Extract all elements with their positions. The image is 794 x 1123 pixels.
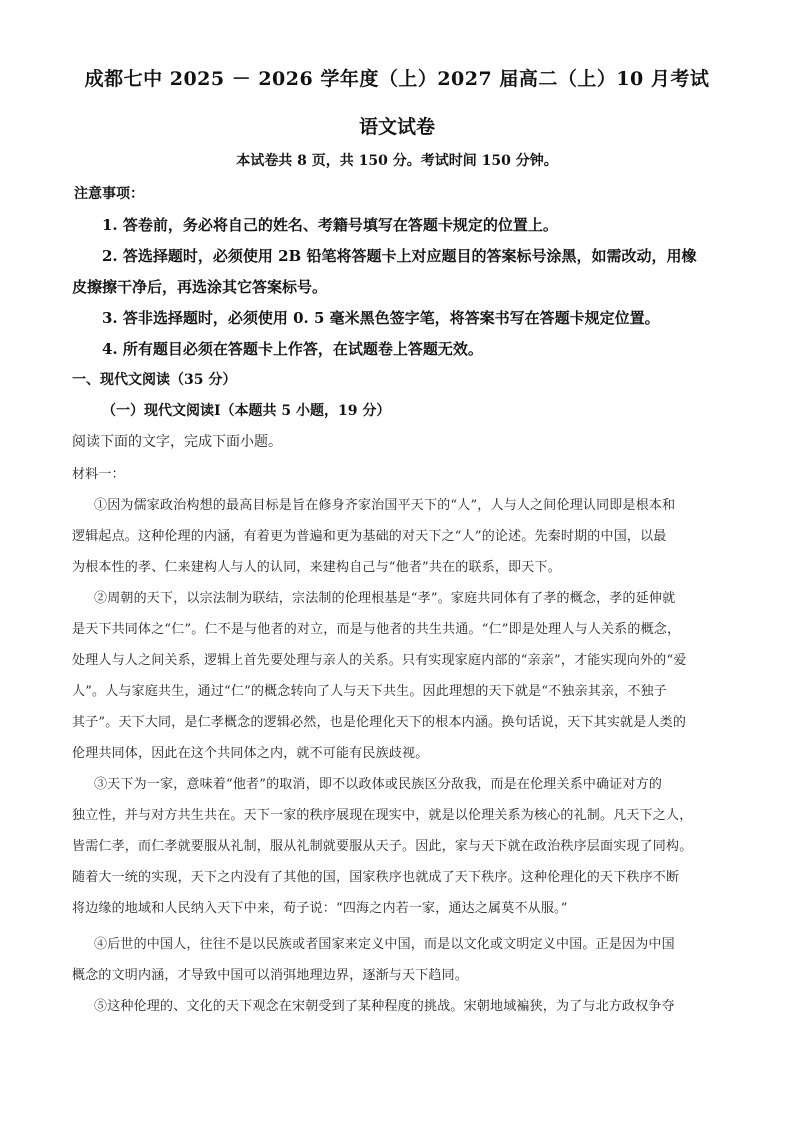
notes-item-3: 3. 答非选择题时，必须使用 0. 5 毫米黑色签字笔，将答案书写在答题卡规定位置。 [102, 309, 660, 327]
passage-line: 伦理共同体，因此在这个共同体之内，就不可能有民族歧视。 [72, 746, 429, 761]
passage-line: 将边缘的地域和人民纳入天下中来，荀子说：“四海之内若一家，通达之属莫不从服。” [72, 901, 568, 916]
notes-item-4: 4. 所有题目必须在答题卡上作答，在试题卷上答题无效。 [102, 340, 483, 358]
exam-info: 本试卷共 8 页，共 150 分。考试时间 150 分钟。 [236, 153, 558, 169]
notes-item-2-line-1: 2. 答选择题时，必须使用 2B 铅笔将答题卡上对应题目的答案标号涂黑，如需改动，用橡 [102, 247, 697, 265]
passage-line: 概念的文明内涵，才导致中国可以消弭地理边界，逐渐与天下趋同。 [72, 968, 469, 983]
passage-line: 为根本性的孝、仁来建构人与人的认同，来建构自己与“他者”共在的联系，即天下。 [72, 560, 561, 575]
passage-line: ①因为儒家政治构想的最高目标是旨在修身齐家治国平天下的“人”，人与人之间伦理认同即是根本和 [94, 498, 676, 513]
passage-line: ④后世的中国人，往往不是以民族或者国家来定义中国，而是以文化或文明定义中国。正是因为中国 [94, 937, 675, 952]
passage-line: ③天下为一家，意味着“他者”的取消，即不以政体或民族区分敌我，而是在伦理关系中确证对方的 [94, 777, 663, 792]
section-sub-heading: （一）现代文阅读Ⅰ（本题共 5 小题，19 分） [102, 403, 391, 419]
notes-heading: 注意事项： [74, 186, 144, 202]
passage-line: ②周朝的天下，以宗法制为联结，宗法制的伦理根基是“孝”。家庭共同体有了孝的概念，孝的延伸就 [94, 591, 676, 606]
notes-item-2-line-2: 皮擦擦干净后，再选涂其它答案标号。 [72, 278, 328, 296]
passage-line: 随着大一统的实现，天下之内没有了其他的国，国家秩序也就成了天下秩序。这种伦理化的天下秩序不断 [72, 870, 680, 885]
exam-subtitle: 语文试卷 [358, 116, 435, 138]
material-label: 材料一： [72, 467, 125, 482]
exam-title: 成都七中 2025 － 2026 学年度（上）2027 届高二（上）10 月考试 [84, 68, 710, 90]
reading-instruction: 阅读下面的文字，完成下面小题。 [72, 434, 282, 450]
notes-item-1: 1. 答卷前，务必将自己的姓名、考籍号填写在答题卡规定的位置上。 [102, 216, 558, 234]
passage-line: ⑤这种伦理的、文化的天下观念在宋朝受到了某种程度的挑战。宋朝地域褊狭，为了与北方政权争夺 [94, 999, 675, 1014]
passage-line: 处理人与人之间关系，逻辑上首先要处理与亲人的关系。只有实现家庭内部的“亲亲”，才能实现向外的“爱 [72, 653, 687, 668]
passage-line: 其子”。天下大同，是仁孝概念的逻辑必然，也是伦理化天下的根本内涵。换句话说，天下其实就是人类的 [72, 715, 687, 730]
section-heading: 一、现代文阅读（35 分） [72, 372, 237, 388]
passage-line: 是天下共同体之“仁”。仁不是与他者的对立，而是与他者的共生共通。“仁”即是处理人与人关系的概念， [72, 622, 681, 637]
passage-line: 独立性，并与对方共生共在。天下一家的秩序展现在现实中，就是以伦理关系为核心的礼制。凡天下之人， [72, 808, 693, 823]
passage-line: 皆需仁孝，而仁孝就要服从礼制，服从礼制就要服从天子。因此，家与天下就在政治秩序层面实现了同构。 [72, 839, 693, 854]
passage-line: 逻辑起点。这种伦理的内涵，有着更为普遍和更为基础的对天下之“人”的论述。先秦时期的中国，以最 [72, 529, 667, 544]
passage-line: 人”。人与家庭共生，通过“仁”的概念转向了人与天下共生。因此理想的天下就是“不独亲其亲，不独子 [72, 684, 667, 699]
